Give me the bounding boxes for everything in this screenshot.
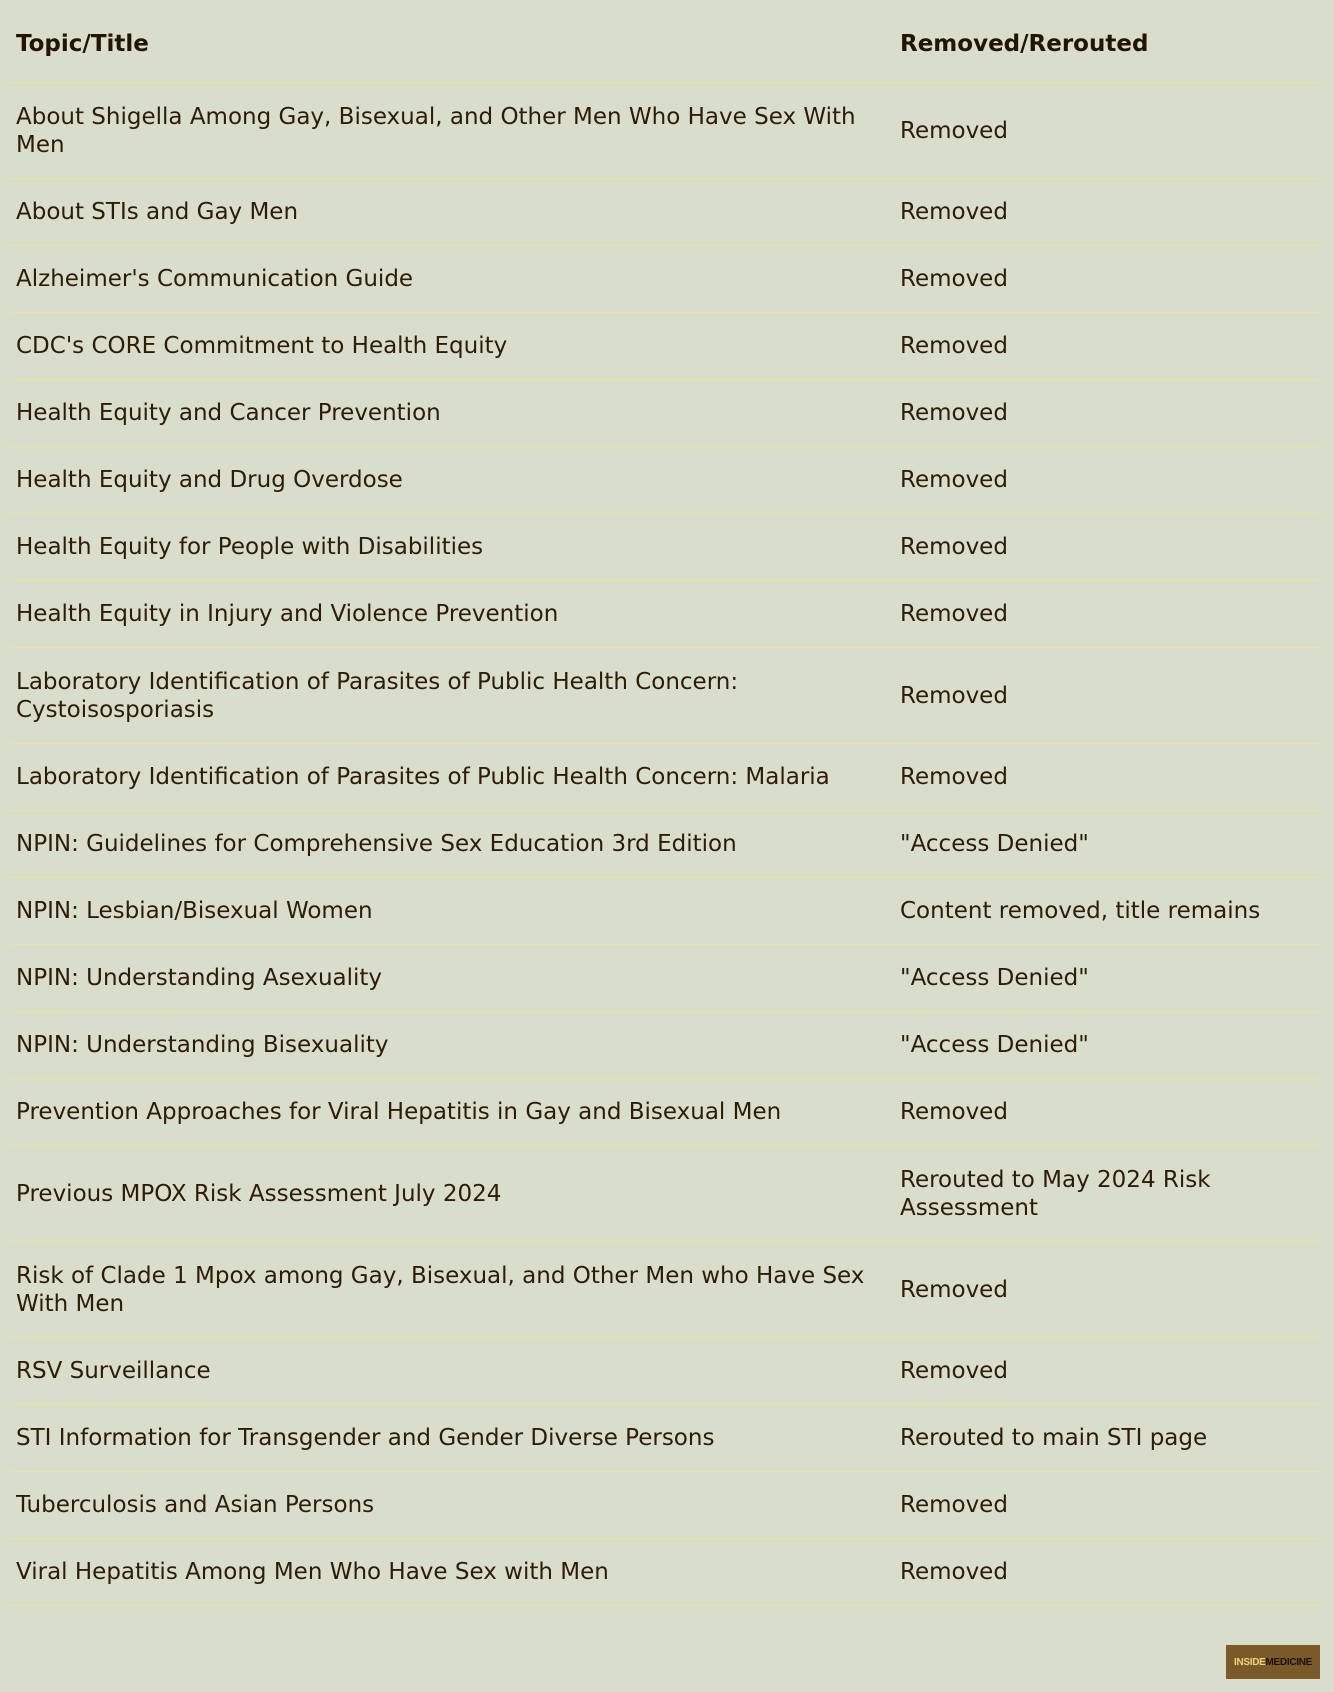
topic-cell: RSV Surveillance (10, 1338, 894, 1405)
topic-cell: NPIN: Understanding Bisexuality (10, 1012, 894, 1079)
status-cell: "Access Denied" (894, 945, 1319, 1012)
table-row (10, 380, 1319, 447)
status-cell: "Access Denied" (894, 811, 1319, 878)
table-row (10, 179, 1319, 246)
table-row (10, 1539, 1319, 1606)
table-row (10, 83, 1319, 179)
table-row (10, 878, 1319, 945)
topic-cell: Viral Hepatitis Among Men Who Have Sex with Men (10, 1539, 894, 1606)
table-row (10, 581, 1319, 648)
column-header-status: Removed/Rerouted (894, 0, 1319, 83)
table-row (10, 447, 1319, 514)
status-cell: Removed (894, 1079, 1319, 1146)
table-row (10, 1472, 1319, 1539)
status-cell: Rerouted to May 2024 Risk Assessment (894, 1146, 1319, 1242)
status-cell: Removed (894, 447, 1319, 514)
topic-cell: Tuberculosis and Asian Persons (10, 1472, 894, 1539)
table-row (10, 514, 1319, 581)
status-cell: Removed (894, 1539, 1319, 1606)
status-cell: Removed (894, 1242, 1319, 1338)
topic-cell: NPIN: Guidelines for Comprehensive Sex Education 3rd Edition (10, 811, 894, 878)
topic-cell: Previous MPOX Risk Assessment July 2024 (10, 1146, 894, 1242)
topic-cell: Laboratory Identification of Parasites of Public Health Concern: Malaria (10, 744, 894, 811)
table-row (10, 1242, 1319, 1338)
table-row (10, 648, 1319, 744)
table-row (10, 1146, 1319, 1242)
logo-text-medicine: MEDICINE (1265, 1656, 1313, 1668)
status-cell: Removed (894, 744, 1319, 811)
table-row (10, 744, 1319, 811)
table-row (10, 945, 1319, 1012)
topic-cell: STI Information for Transgender and Gender Diverse Persons (10, 1405, 894, 1472)
inside-medicine-logo (1226, 1645, 1320, 1679)
status-cell: Removed (894, 648, 1319, 744)
topic-cell: Health Equity in Injury and Violence Prevention (10, 581, 894, 648)
removed-pages-table-container (10, 0, 1319, 1606)
status-cell: Removed (894, 246, 1319, 313)
status-cell: Content removed, title remains (894, 878, 1319, 945)
table-row (10, 1405, 1319, 1472)
logo-text-inside: INSIDE (1233, 1656, 1266, 1668)
topic-cell: NPIN: Lesbian/Bisexual Women (10, 878, 894, 945)
status-cell: Removed (894, 1338, 1319, 1405)
status-cell: "Access Denied" (894, 1012, 1319, 1079)
status-cell: Rerouted to main STI page (894, 1405, 1319, 1472)
status-cell: Removed (894, 313, 1319, 380)
status-cell: Removed (894, 581, 1319, 648)
table-row (10, 246, 1319, 313)
status-cell: Removed (894, 83, 1319, 179)
topic-cell: Health Equity and Drug Overdose (10, 447, 894, 514)
column-header-topic: Topic/Title (10, 0, 894, 83)
table-row (10, 1012, 1319, 1079)
topic-cell: CDC's CORE Commitment to Health Equity (10, 313, 894, 380)
table-header-row (10, 0, 1319, 83)
topic-cell: Health Equity and Cancer Prevention (10, 380, 894, 447)
topic-cell: About Shigella Among Gay, Bisexual, and Other Men Who Have Sex With Men (10, 83, 894, 179)
topic-cell: Laboratory Identification of Parasites of Public Health Concern: Cystoisosporiasis (10, 648, 894, 744)
table-row (10, 1338, 1319, 1405)
status-cell: Removed (894, 1472, 1319, 1539)
status-cell: Removed (894, 380, 1319, 447)
topic-cell: Risk of Clade 1 Mpox among Gay, Bisexual, and Other Men who Have Sex With Men (10, 1242, 894, 1338)
table-row (10, 313, 1319, 380)
status-cell: Removed (894, 514, 1319, 581)
topic-cell: Health Equity for People with Disabilities (10, 514, 894, 581)
table-row (10, 1079, 1319, 1146)
topic-cell: Prevention Approaches for Viral Hepatitis in Gay and Bisexual Men (10, 1079, 894, 1146)
removed-pages-table (10, 0, 1319, 1606)
status-cell: Removed (894, 179, 1319, 246)
topic-cell: Alzheimer's Communication Guide (10, 246, 894, 313)
topic-cell: About STIs and Gay Men (10, 179, 894, 246)
table-row (10, 811, 1319, 878)
topic-cell: NPIN: Understanding Asexuality (10, 945, 894, 1012)
